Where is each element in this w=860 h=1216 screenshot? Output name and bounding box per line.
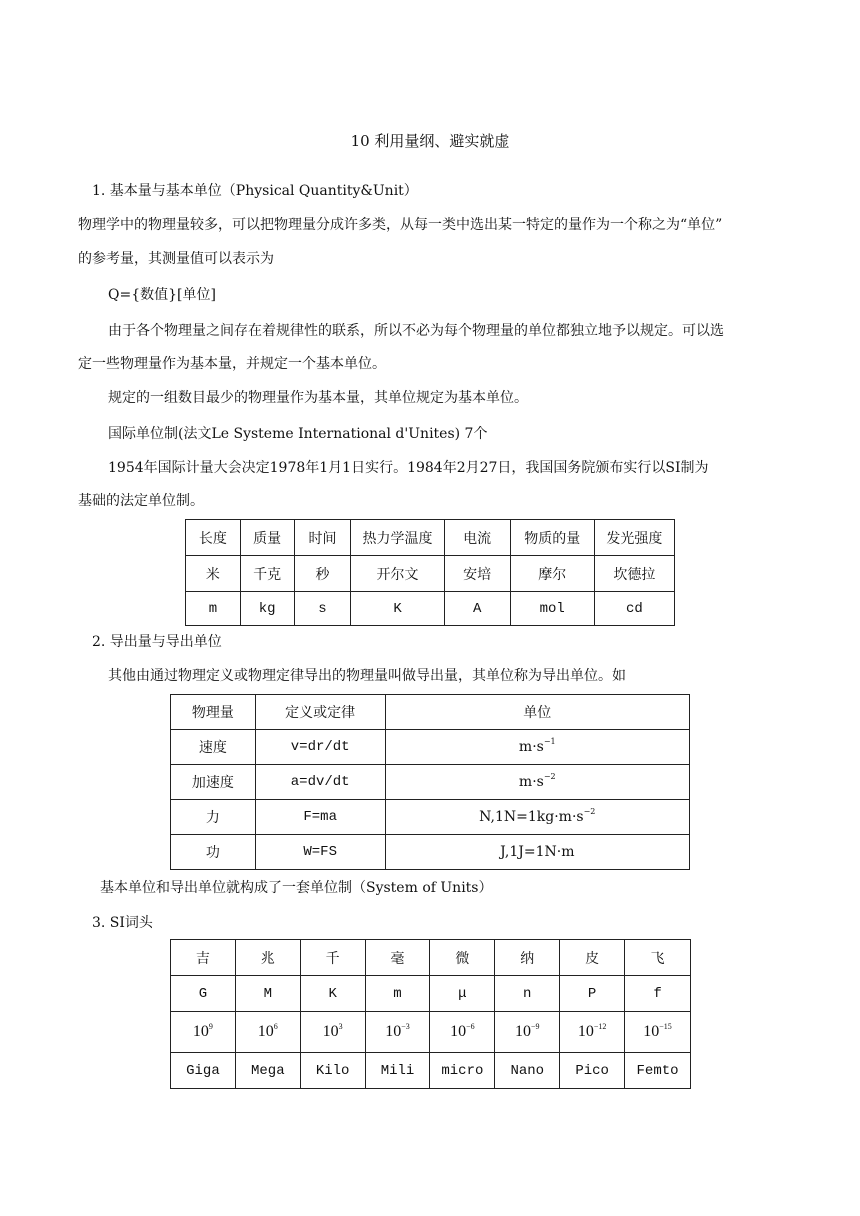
table-cell: cd bbox=[594, 592, 674, 626]
table-cell: 飞 bbox=[625, 940, 691, 976]
table-cell: 皮 bbox=[560, 940, 625, 976]
unit-text: m·s bbox=[518, 774, 544, 790]
table-cell bbox=[385, 730, 689, 765]
si-prefix-table bbox=[170, 939, 691, 1089]
section-3-heading: 3. SI词头 bbox=[92, 915, 153, 931]
table-cell: 电流 bbox=[444, 520, 510, 556]
table-cell: m bbox=[365, 976, 430, 1012]
table-cell: Mega bbox=[235, 1053, 300, 1089]
power-exponent: 6 bbox=[273, 1022, 278, 1031]
table-header-cell: 定义或定律 bbox=[255, 695, 385, 730]
s1-paragraph-4: 国际单位制(法文Le Systeme International d'Unites) 7个 bbox=[108, 426, 488, 442]
power-cell bbox=[171, 1012, 236, 1053]
table-row bbox=[186, 556, 675, 592]
table-cell: Kilo bbox=[300, 1053, 365, 1089]
table-cell: 时间 bbox=[294, 520, 351, 556]
table-cell: micro bbox=[430, 1053, 495, 1089]
table-cell: Mili bbox=[365, 1053, 430, 1089]
table-row bbox=[171, 940, 691, 976]
section-2-heading: 2. 导出量与导出单位 bbox=[92, 634, 222, 650]
table-cell: 安培 bbox=[444, 556, 510, 592]
power-base: 10 bbox=[577, 1023, 594, 1040]
table-cell: G bbox=[171, 976, 236, 1012]
table-cell: 千克 bbox=[240, 556, 294, 592]
unit-text: N,1N=1kg·m·s bbox=[479, 809, 584, 825]
power-base: 10 bbox=[192, 1023, 209, 1040]
unit-text: m·s bbox=[518, 739, 544, 755]
derived-units-table bbox=[170, 694, 690, 870]
power-cell bbox=[495, 1012, 560, 1053]
table-row bbox=[171, 1012, 691, 1053]
table-cell: kg bbox=[240, 592, 294, 626]
table-cell: s bbox=[294, 592, 351, 626]
table-cell: M bbox=[235, 976, 300, 1012]
table-row bbox=[186, 592, 675, 626]
table-cell: 兆 bbox=[235, 940, 300, 976]
power-exponent: −12 bbox=[593, 1022, 607, 1031]
s1-formula: Q={数值}[单位] bbox=[108, 287, 216, 303]
table-cell bbox=[385, 800, 689, 835]
power-base: 10 bbox=[450, 1023, 467, 1040]
power-exponent: −6 bbox=[466, 1022, 475, 1031]
table-row bbox=[171, 800, 690, 835]
power-base: 10 bbox=[257, 1023, 274, 1040]
power-exponent: 9 bbox=[208, 1022, 213, 1031]
unit-exponent: −1 bbox=[543, 737, 556, 746]
power-base: 10 bbox=[322, 1023, 339, 1040]
table-cell: 速度 bbox=[171, 730, 256, 765]
power-cell bbox=[365, 1012, 430, 1053]
power-cell bbox=[625, 1012, 691, 1053]
table-cell: Femto bbox=[625, 1053, 691, 1089]
base-units-table bbox=[185, 519, 675, 626]
table-cell: K bbox=[300, 976, 365, 1012]
table-row bbox=[171, 835, 690, 870]
table-cell: 物质的量 bbox=[510, 520, 594, 556]
table-cell: m bbox=[186, 592, 241, 626]
table-header-cell: 单位 bbox=[385, 695, 689, 730]
table-row bbox=[171, 765, 690, 800]
table-row bbox=[171, 695, 690, 730]
table-cell: Pico bbox=[560, 1053, 625, 1089]
table-cell: 米 bbox=[186, 556, 241, 592]
power-base: 10 bbox=[385, 1023, 402, 1040]
power-cell bbox=[430, 1012, 495, 1053]
table-cell: mol bbox=[510, 592, 594, 626]
page-title: 10 利用量纲、避实就虚 bbox=[350, 132, 510, 150]
table-cell: 功 bbox=[171, 835, 256, 870]
s1-paragraph-1-line-2: 的参考量，其测量值可以表示为 bbox=[78, 251, 274, 267]
table-cell: a=dv/dt bbox=[255, 765, 385, 800]
table-cell: A bbox=[444, 592, 510, 626]
power-exponent: −15 bbox=[659, 1022, 672, 1031]
s2-after-text: 基本单位和导出单位就构成了一套单位制（System of Units） bbox=[100, 880, 493, 896]
power-base: 10 bbox=[515, 1023, 531, 1040]
power-base: 10 bbox=[643, 1023, 660, 1040]
table-cell: n bbox=[495, 976, 560, 1012]
table-cell bbox=[385, 835, 689, 870]
s1-paragraph-1-line-1: 物理学中的物理量较多，可以把物理量分成许多类，从每一类中选出某一特定的量作为一个称之为“单位” bbox=[78, 217, 723, 233]
table-cell: f bbox=[625, 976, 691, 1012]
power-exponent: −9 bbox=[531, 1022, 540, 1031]
s1-paragraph-2-line-1: 由于各个物理量之间存在着规律性的联系，所以不必为每个物理量的单位都独立地予以规定。可以选 bbox=[108, 323, 724, 339]
s1-paragraph-2-line-2: 定一些物理量作为基本量，并规定一个基本单位。 bbox=[78, 356, 386, 372]
power-cell bbox=[300, 1012, 365, 1053]
table-cell: Giga bbox=[171, 1053, 236, 1089]
table-cell: F=ma bbox=[255, 800, 385, 835]
table-cell: 纳 bbox=[495, 940, 560, 976]
s1-paragraph-5-line-1: 1954年国际计量大会决定1978年1月1日实行。1984年2月27日，我国国务院颁布实行以SI制为 bbox=[108, 460, 709, 476]
s1-paragraph-3: 规定的一组数目最少的物理量作为基本量，其单位规定为基本单位。 bbox=[108, 390, 528, 406]
power-exponent: −3 bbox=[401, 1022, 410, 1031]
table-row bbox=[171, 730, 690, 765]
table-cell: 坎德拉 bbox=[594, 556, 674, 592]
unit-exponent: −2 bbox=[583, 807, 596, 816]
power-cell bbox=[235, 1012, 300, 1053]
table-cell: 千 bbox=[300, 940, 365, 976]
table-cell: 质量 bbox=[240, 520, 294, 556]
table-cell: 力 bbox=[171, 800, 256, 835]
table-row bbox=[171, 1053, 691, 1089]
section-1-heading: 1. 基本量与基本单位（Physical Quantity&Unit） bbox=[92, 183, 418, 199]
table-cell: W=FS bbox=[255, 835, 385, 870]
unit-text: J,1J=1N·m bbox=[500, 844, 575, 860]
table-cell: P bbox=[560, 976, 625, 1012]
table-cell: 毫 bbox=[365, 940, 430, 976]
table-cell: μ bbox=[430, 976, 495, 1012]
table-cell: 吉 bbox=[171, 940, 236, 976]
table-cell: 开尔文 bbox=[351, 556, 444, 592]
table-cell: 长度 bbox=[186, 520, 241, 556]
table-cell: 摩尔 bbox=[510, 556, 594, 592]
power-exponent: 3 bbox=[338, 1022, 343, 1031]
table-cell: K bbox=[351, 592, 444, 626]
table-cell: v=dr/dt bbox=[255, 730, 385, 765]
table-cell: 热力学温度 bbox=[351, 520, 444, 556]
table-cell: 发光强度 bbox=[594, 520, 674, 556]
table-cell: 秒 bbox=[294, 556, 351, 592]
table-row bbox=[171, 976, 691, 1012]
power-cell bbox=[560, 1012, 625, 1053]
table-cell: Nano bbox=[495, 1053, 560, 1089]
s2-intro: 其他由通过物理定义或物理定律导出的物理量叫做导出量，其单位称为导出单位。如 bbox=[108, 668, 626, 684]
table-row bbox=[186, 520, 675, 556]
s1-paragraph-5-line-2: 基础的法定单位制。 bbox=[78, 493, 204, 509]
table-cell bbox=[385, 765, 689, 800]
table-cell: 微 bbox=[430, 940, 495, 976]
unit-exponent: −2 bbox=[543, 772, 556, 781]
table-header-cell: 物理量 bbox=[171, 695, 256, 730]
table-cell: 加速度 bbox=[171, 765, 256, 800]
